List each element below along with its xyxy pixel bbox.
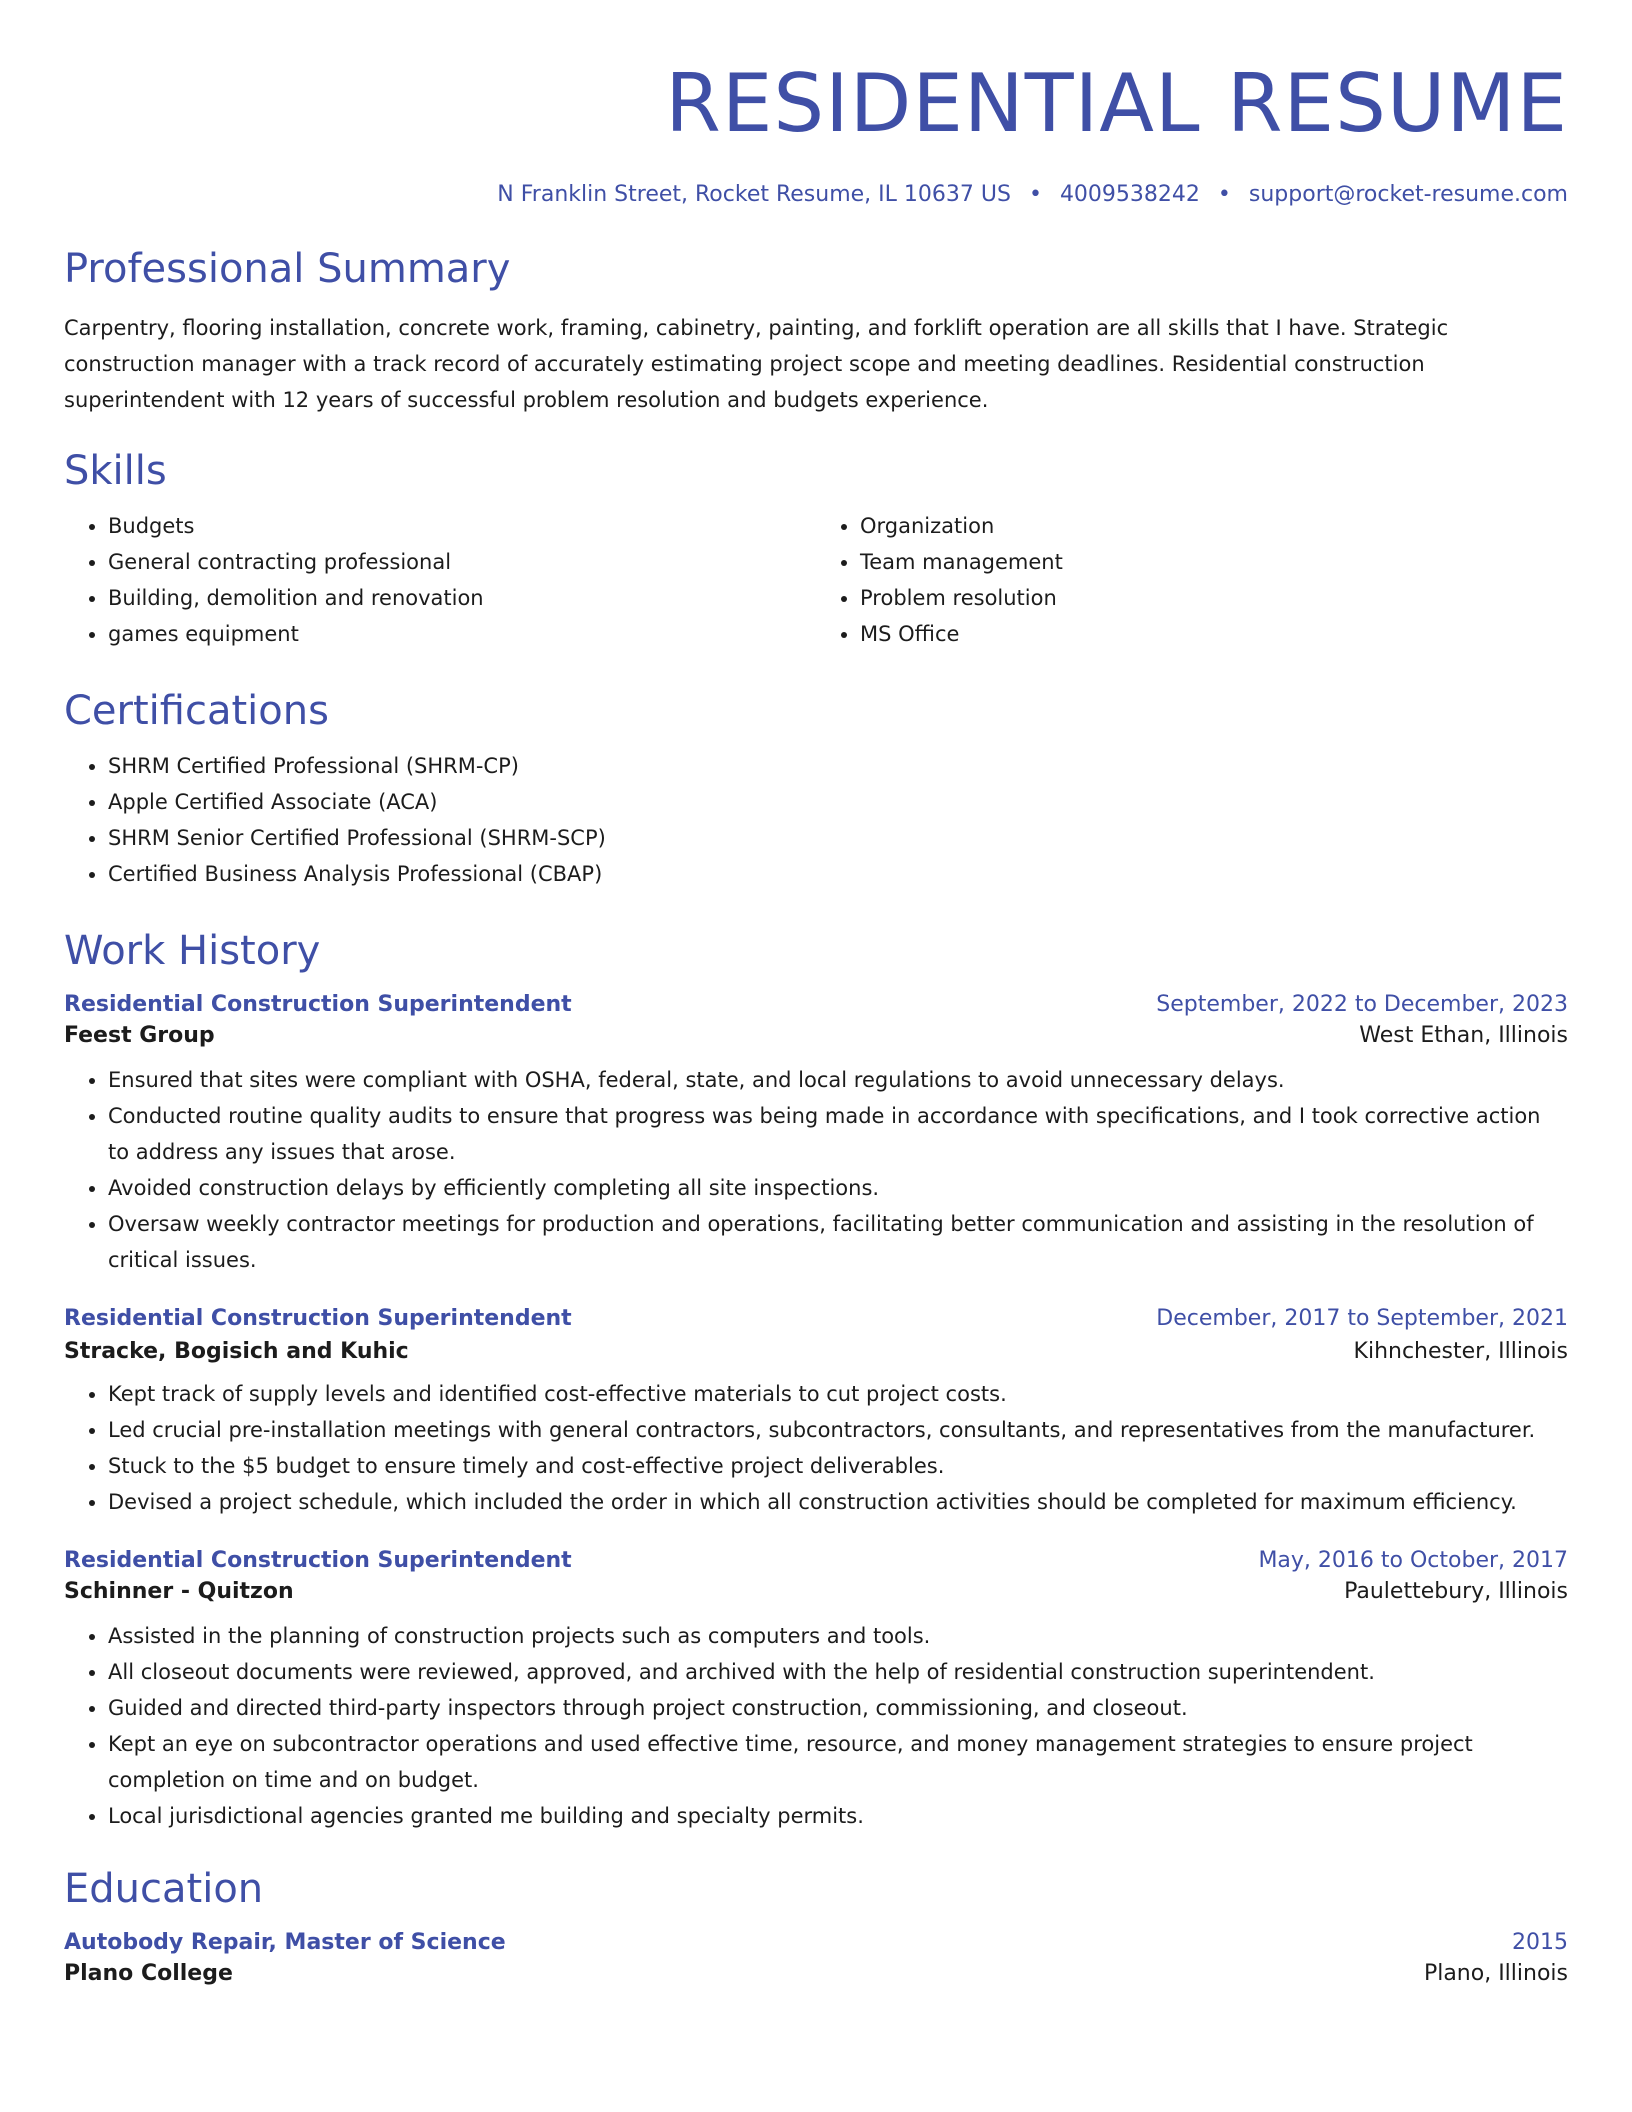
contact-phone: 4009538242 bbox=[1059, 182, 1200, 207]
education-year: 2015 bbox=[1512, 1930, 1568, 1955]
job-location: West Ethan, Illinois bbox=[1359, 1023, 1568, 1048]
education-header bbox=[64, 1930, 1568, 1955]
resume-name: RESIDENTIAL RESUME bbox=[665, 57, 1568, 150]
job-bullet: • All closeout documents were reviewed, approved, and archived with the help of residential construction superintendent. bbox=[108, 1654, 1568, 1690]
job-bullet: • Kept track of supply levels and identified cost-effective materials to cut project costs. bbox=[108, 1376, 1568, 1412]
skill-item: • Organization bbox=[860, 508, 1568, 544]
job-bullet: • Kept an eye on subcontractor operations and used effective time, resource, and money management strategies to ensure project completion on time and on budget. bbox=[108, 1726, 1568, 1798]
job-company: Stracke, Bogisich and Kuhic bbox=[64, 1339, 409, 1364]
education-school: Plano College bbox=[64, 1961, 233, 1986]
job-dates: December, 2017 to September, 2021 bbox=[1156, 1306, 1568, 1331]
education-subheader bbox=[64, 1961, 1568, 1986]
contact-address: N Franklin Street, Rocket Resume, IL 10637 US bbox=[497, 182, 1011, 207]
contact-email: support@rocket-resume.com bbox=[1248, 182, 1568, 207]
job-entry bbox=[64, 1548, 1568, 1834]
job-company: Feest Group bbox=[64, 1023, 215, 1048]
skills-list-right bbox=[816, 508, 1568, 652]
certification-item: • SHRM Senior Certified Professional (SHRM-SCP) bbox=[108, 820, 1568, 856]
job-bullets bbox=[64, 1376, 1568, 1520]
job-bullet: • Conducted routine quality audits to ensure that progress was being made in accordance with specifications, and I took corrective action to address any issues that arose. bbox=[108, 1098, 1568, 1170]
job-bullet: • Devised a project schedule, which included the order in which all construction activities should be completed for maximum efficiency. bbox=[108, 1484, 1568, 1520]
skill-item: • MS Office bbox=[860, 616, 1568, 652]
summary-section bbox=[64, 244, 1568, 418]
contact-separator: • bbox=[1028, 182, 1042, 207]
job-subheader bbox=[64, 1339, 1568, 1364]
certification-item: • Certified Business Analysis Professional (CBAP) bbox=[108, 856, 1568, 892]
skill-item: • Building, demolition and renovation bbox=[108, 580, 816, 616]
summary-text: Carpentry, flooring installation, concrete work, framing, cabinetry, painting, and forklift operation are all skills that I have. Strategic construction manager with a track record of accurately estimating project scope and meeting deadlines. Residential construction superintendent with 12 years of successful problem resolution and budgets experience. bbox=[64, 316, 1449, 412]
section-title-work-history: Work History bbox=[64, 928, 321, 974]
section-title-summary: Professional Summary bbox=[64, 246, 511, 292]
skill-item: • Team management bbox=[860, 544, 1568, 580]
job-title: Residential Construction Superintendent bbox=[64, 1306, 572, 1331]
contact-separator: • bbox=[1217, 182, 1231, 207]
skills-columns bbox=[64, 508, 1568, 652]
skill-item: • General contracting professional bbox=[108, 544, 816, 580]
job-bullet: • Oversaw weekly contractor meetings for production and operations, facilitating better communication and assisting in the resolution of critical issues. bbox=[108, 1206, 1568, 1278]
job-bullet: • Local jurisdictional agencies granted me building and specialty permits. bbox=[108, 1798, 1568, 1834]
job-entry bbox=[64, 992, 1568, 1278]
job-bullets bbox=[64, 1618, 1568, 1834]
job-header bbox=[64, 992, 1568, 1017]
job-dates: May, 2016 to October, 2017 bbox=[1258, 1548, 1568, 1573]
section-title-skills: Skills bbox=[64, 448, 167, 494]
education-location: Plano, Illinois bbox=[1423, 1961, 1568, 1986]
job-bullet: • Avoided construction delays by efficiently completing all site inspections. bbox=[108, 1170, 1568, 1206]
education-section bbox=[64, 1864, 1568, 1986]
job-company: Schinner - Quitzon bbox=[64, 1579, 294, 1604]
job-title: Residential Construction Superintendent bbox=[64, 992, 572, 1017]
skills-list-left bbox=[64, 508, 816, 652]
contact-line bbox=[64, 180, 1568, 210]
job-subheader bbox=[64, 1023, 1568, 1048]
job-title: Residential Construction Superintendent bbox=[64, 1548, 572, 1573]
certifications-list bbox=[64, 748, 1568, 892]
job-location: Kihnchester, Illinois bbox=[1353, 1339, 1568, 1364]
job-bullets bbox=[64, 1062, 1568, 1278]
job-bullet: • Assisted in the planning of construction projects such as computers and tools. bbox=[108, 1618, 1568, 1654]
certifications-section bbox=[64, 686, 1568, 892]
certification-item: • Apple Certified Associate (ACA) bbox=[108, 784, 1568, 820]
certification-item: • SHRM Certified Professional (SHRM-CP) bbox=[108, 748, 1568, 784]
job-dates: September, 2022 to December, 2023 bbox=[1156, 992, 1568, 1017]
job-subheader bbox=[64, 1579, 1568, 1604]
section-title-education: Education bbox=[64, 1866, 264, 1912]
education-entry bbox=[64, 1930, 1568, 1986]
skills-section bbox=[64, 446, 1568, 652]
job-entry bbox=[64, 1306, 1568, 1520]
job-bullet: • Guided and directed third-party inspectors through project construction, commissioning, and closeout. bbox=[108, 1690, 1568, 1726]
job-header bbox=[64, 1306, 1568, 1331]
work-history-section bbox=[64, 926, 1568, 1834]
education-degree: Autobody Repair, Master of Science bbox=[64, 1930, 506, 1955]
skill-item: • Problem resolution bbox=[860, 580, 1568, 616]
skill-item: • Budgets bbox=[108, 508, 816, 544]
skill-item: • games equipment bbox=[108, 616, 816, 652]
job-bullet: • Stuck to the $5 budget to ensure timely and cost-effective project deliverables. bbox=[108, 1448, 1568, 1484]
job-bullet: • Led crucial pre-installation meetings with general contractors, subcontractors, consultants, and representatives from the manufacturer. bbox=[108, 1412, 1568, 1448]
section-title-certifications: Certifications bbox=[64, 688, 329, 734]
job-location: Paulettebury, Illinois bbox=[1344, 1579, 1568, 1604]
job-bullet: • Ensured that sites were compliant with OSHA, federal, state, and local regulations to avoid unnecessary delays. bbox=[108, 1062, 1568, 1098]
job-header bbox=[64, 1548, 1568, 1573]
